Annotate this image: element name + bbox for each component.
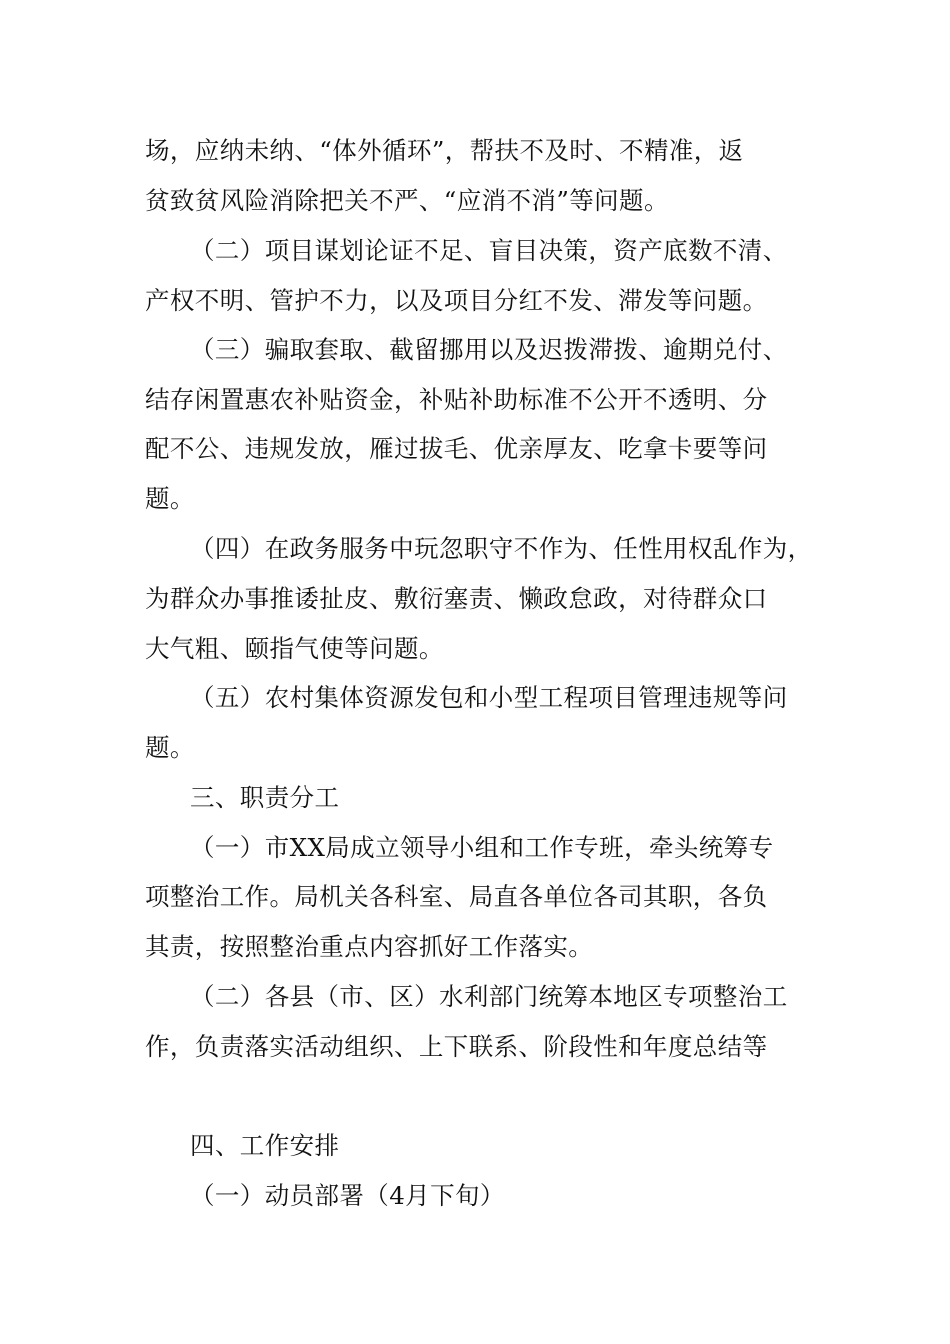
text-line: 贫致贫风险消除把关不严、“应消不消”等问题。 — [145, 186, 669, 215]
section-heading: 四、工作安排 — [190, 1131, 340, 1160]
text-line: 作，负责落实活动组织、上下联系、阶段性和年度总结等 — [145, 1032, 768, 1061]
text-line: 其责，按照整治重点内容抓好工作落实。 — [145, 932, 594, 961]
section-heading: 三、职责分工 — [190, 783, 340, 812]
text-line: （四）在政务服务中玩忽职守不作为、任性用权乱作为， — [190, 534, 813, 563]
text-line: 题。 — [145, 484, 195, 513]
text-line: 为群众办事推诿扯皮、敷衍塞责、懒政怠政，对待群众口 — [145, 584, 768, 613]
text-line: （五）农村集体资源发包和小型工程项目管理违规等问 — [190, 683, 788, 712]
text-line: （一）市XX局成立领导小组和工作专班，牵头统筹专 — [190, 833, 774, 862]
text-line: 结存闲置惠农补贴资金，补贴补助标准不公开不透明、分 — [145, 385, 768, 414]
subsection-heading: （一）动员部署（4月下旬） — [190, 1181, 505, 1210]
text-line: 配不公、违规发放，雁过拔毛、优亲厚友、吃拿卡要等问 — [145, 434, 768, 463]
text-line: 大气粗、颐指气使等问题。 — [145, 634, 444, 663]
text-line: 产权不明、管护不力，以及项目分红不发、滞发等问题。 — [145, 286, 768, 315]
text-line: （二）项目谋划论证不足、盲目决策，资产底数不清、 — [190, 236, 788, 265]
text-line: 项整治工作。局机关各科室、局直各单位各司其职，各负 — [145, 882, 768, 911]
text-line: 题。 — [145, 733, 195, 762]
text-line: 场，应纳未纳、“体外循环”，帮扶不及时、不精准，返 — [145, 136, 744, 165]
text-line: （三）骗取套取、截留挪用以及迟拨滞拨、逾期兑付、 — [190, 335, 788, 364]
text-line: （二）各县（市、区）水利部门统筹本地区专项整治工 — [190, 982, 788, 1011]
